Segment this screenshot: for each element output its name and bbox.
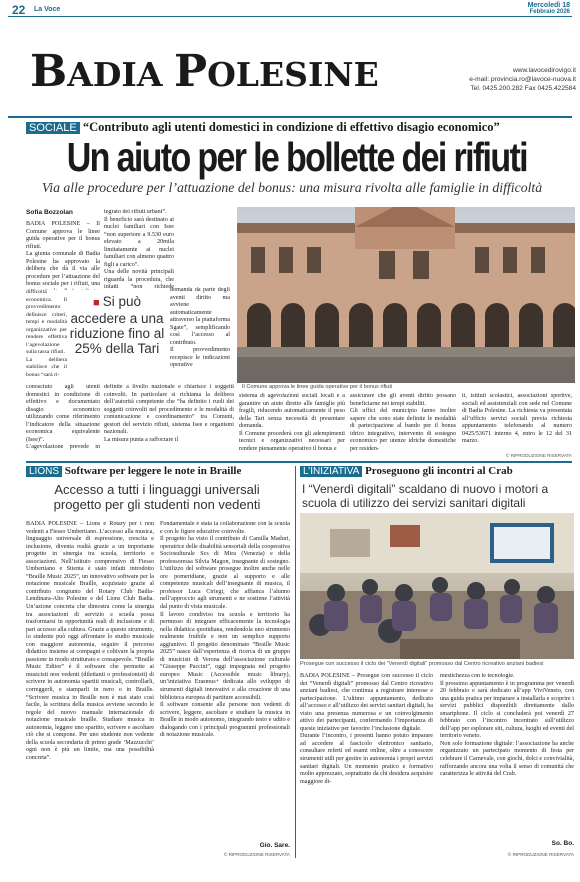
main-col1-text: BADIA POLESINE – Il Comune approva le linee guida operative per il bonus rifiuti. La giunta comunale di Badia Polesine ha approvato la delibera che dà il via alle procedure per l’attuazione del bonus sociale per i rifiuti, una	[26, 221, 100, 288]
section-name: La Voce	[34, 6, 61, 13]
crab-kicker-badge: L’INIZIATIVA	[300, 466, 362, 477]
website-text: www.lavocedirovigo.it	[512, 67, 576, 74]
main-col5: ti, istituti scolastici, associazioni sportive, sociali ed assistenziali con sede nel Comune di Badia Polesine. La richiesta va presentata all’ufficio servizi sociali previa richiesta appuntamento telefonando al numero 0425/53671 interno 4, entro le 12 del 31 marzo.	[462, 393, 572, 445]
crab-col2: mestichezza con le tecnologie. Il prossimo appuntamento è in programma per venerdì 20 febbraio e sarà dedicato all’app ViviVeneto, con una guida pratica per imparare a installarla e scoprire i servizi pubblici disponibili direttamente dallo smartphone. Il ciclo si concluderà poi venerdì 27 febbraio con l’incontro incentrato sull’utilizzo dell’app per esplorare siti, cultura, luoghi ed eventi del territorio veneto. Non solo formazione digitale: l’associazione ha anche organizzato un partecipato momento di festa per celebrare il Carnevale, con giochi, dolci e convivialità, rafforzando ancora una volta il senso di comunità che caratterizza le attività del Crab.	[440, 673, 574, 778]
main-subhead: Via alle procedure per l’attuazione del bonus: una misura rivolta alle famiglie in difficoltà	[41, 180, 543, 195]
phone-text: Tel. 0425.200.282 Fax 0425.422584	[470, 85, 576, 92]
lions-kicker-badge: LIONS	[26, 466, 62, 477]
lions-overline-text: Software per leggere le note in Braille	[64, 465, 242, 477]
lions-col1: BADIA POLESINE – Lions e Rotary per i non vedenti a Fiesso Umbertiano. L’accesso alla musica, linguaggio universale di espressione, crescita e inclusione, diventa realtà grazie a un importante progetto in sinergia tra scuola, territorio e associazioni. Nell’istituto comprensivo di Fiesso Umbertiano e Stienta è stato infatti introdotto “Braille Music 2025”, un innovativo software per la notazione musicale Braille, acquistato grazie al contributo congiunto del Rotary Club Badia-Lendinara-Alto Polesine e del Lions Club Badia. Un’azione concreta che dimostra come la sinergia tra associazioni di servizio e scuola possa trasformarsi in opportunità reali di inclusione e di pari accesso alla cultura. Grazie a questo strumento, lo studente può oggi affrontare lo studio musicale con maggiore autonomia, seguire il percorso didattico insieme ai compagni e coltivare la propria passione in modo strutturato e consapevole. “Braille Music Editor” è il software che permette ai musicisti non vedenti (dilettanti o professionisti) di scrivere in autonomia spartiti musicali, controllarli, correggerli, e stamparli in nero o in Braille. “Scrivere musica in Braille non è mai stato così facile, la scrittura della musica avviene secondo le regole del nuovo manuale internazionale di notazione musicale braille. Studiare musica in autonomia, leggere uno spartito, scrivere e ascoltare ciò che si compone. Per uno studente non vedente della scuola secondaria di primo grade ‘Mazzucchi’ ogni non è più un limite, ma una possibilità concreta”.	[26, 521, 154, 761]
crab-col1: BADIA POLESINE – Prosegue con successo il ciclo dei “Venerdì digitali” promosso dal Centro ricreativo anziani badiesi, che continua a registrare interesse e partecipazione. L’ultimo appuntamento, dedicato all’accesso e all’utilizzo dei servizi sanitari digitali, ha visto una presenza numerosa e un coinvolgimento attivo dei partecipanti, confermando l’importanza di queste iniziative per favorire l’inclusione digitale. Durante l’incontro, i presenti hanno potuto imparare ad accedere al fascicolo elettronico sanitario, consultare referti ed esami online, oltre a conoscere strumenti utili per gestire in autonomia i propri servizi sanitari digitali. Un momento pratico e formativo molto apprezzato, soprattutto da chi desidera acquisire maggiore di-	[300, 673, 433, 785]
town-hall-image	[237, 207, 575, 383]
pullquote-text: Si può accedere a una riduzione fino al 25% della Tari	[69, 294, 165, 356]
crab-signature: So. Bo.	[551, 840, 574, 847]
main-col1-top	[26, 221, 100, 290]
main-col1-tail-wrap	[26, 384, 100, 450]
pullquote	[66, 294, 168, 356]
vertical-divider	[295, 466, 296, 858]
main-col5-wrap	[462, 393, 572, 453]
masthead-divider	[8, 116, 572, 118]
main-col2-top-wrap	[104, 209, 174, 289]
main-col1-narrow: difficoltà economica. Il provvedimento definisce criteri, tempi e modalità organizzative per rendere effettiva l’agevolazione sulla tassa rifiuti. La delibera stabilisce che il bonus “sarà ri-	[26, 289, 67, 379]
author-byline: Sofia Bozzolan	[26, 209, 73, 216]
main-col2-tail: definite a livello nazionale e chiarisce i soggetti coinvolti. In particolare si richiama la delibera dell’autorità competente che “ha definito i ruoli dei soggetti coinvolti nel procedimento e le modalità di comunicazione e coordinamento” tra Comuni, gestori del servizio rifiuti, sistema Isee e organismi nazionali. La misura punta a rafforzare il	[104, 384, 234, 443]
kicker-badge: SOCIALE	[26, 122, 80, 134]
page-header	[8, 3, 572, 17]
lions-copyright: © RIPRODUZIONE RISERVATA	[223, 852, 290, 857]
email-text: e-mail: provincia.ro@lavoce-nuova.it	[469, 76, 576, 83]
main-col1-narrow-wrap	[26, 289, 67, 386]
crab-overline-text: Proseguono gli incontri al Crab	[365, 465, 513, 477]
lions-signature: Gio. Sare.	[259, 842, 290, 849]
overline-text: “Contributo agli utenti domestici in condizione di effettivo disagio economico”	[82, 120, 500, 134]
lions-col1-wrap	[26, 521, 154, 841]
masthead-contacts	[380, 66, 576, 93]
main-overline	[26, 120, 576, 135]
lower-divider	[26, 461, 572, 463]
lions-overline	[26, 465, 294, 477]
header-date-day: Mercoledì 18	[527, 2, 570, 9]
pullquote-marker-icon: ■	[93, 297, 103, 309]
crab-photo	[300, 513, 574, 659]
crab-overline	[300, 465, 574, 477]
masthead-title: BADIA POLESINE	[30, 46, 379, 97]
page-number: 22	[12, 3, 26, 17]
main-photo	[237, 207, 575, 383]
main-col3-wrap	[239, 393, 345, 459]
lions-col2: Fondamentale è stata la collaborazione con la scuola e con le figure educative coinvolte. Il progetto ha visto il contributo di Camilla Maduri, operatrice delle disabilità sensoriali della cooperativa Sociosulturale Scs di Mira (Venezia) e della professoressa Silvia Magon, insegnante di sostegno. L’utilizzo del software prosegue inoltre anche nelle ore pomeridiane, grazie al supporto e alle competenze musicali dell’insegnante di musica, il professor Luca Ciriegi, che affianca l’alunno nell’approccio agli strumenti e ne sostiene l’attività dal punto di vista musicale. Il lavoro condiviso tra scuola e territorio ha permesso di integrare efficacemente la tecnologia nella didattica quotidiana, rendendola uno strumento realmente fruibile e non un semplice supporto aggiuntivo. Il progetto denominato “Braille Music 2025” nasce dall’esperienza di ricerca di un gruppo di musicisti di Verona dell’associazione culturale “Giuseppe Paccini”, oggi impegnata nel progetto europeo Music (Accessible music library), un’iniziativa Erasmus+ dedicata allo sviluppo di strumenti digitali innovativi e alla creazione di una biblioteca europea di partiture accessibili. Il software consente alle persone non vedenti di scrivere, leggere, ascoltare e studiare la musica in Braille in modo autonomo, integrando testo e udito e dialogando con i principali programmi professionali di notazione musicale.	[160, 521, 290, 739]
main-headline: Un aiuto per le bollette dei rifiuti	[66, 134, 527, 180]
crab-headline: I “Venerdì digitali” scaldano di nuovo i motori a scuola di utilizzo dei servizi sanitari digitali	[302, 482, 549, 510]
main-photo-caption: Il Comune approva le linee guida operative per il bonus rifiuti	[242, 384, 393, 390]
main-col1-tail: conosciuto agli utenti domestici in condizione di effettivo e documentato disagio economico utilizzando come riferimento l’indicatore della situazione economica equivalente (Isee)”. L’agevolazione prevede in	[26, 384, 100, 450]
crab-col1-wrap	[300, 673, 433, 839]
lions-headline: Accesso a tutti i linguaggi universali progetto per gli studenti non vedenti	[53, 482, 261, 512]
lions-col2-wrap	[160, 521, 290, 839]
main-copyright: © RIPRODUZIONE RISERVATA	[505, 453, 572, 458]
main-col2-narrow: domanda da parte degli aventi diritto ma avviene automaticamente attraverso la piattaforma Sgate”, semplificando così l’accesso al contributo. Il provvedimento recepisce le indicazioni operative	[170, 287, 230, 369]
main-col2-top: tegrato dei rifiuti urbani”. Il beneficio sarà destinato ai nuclei familiari con Isee “non superiore a 9.530 euro elevato a 20mila limitatamente ai nuclei familiari con almeno quattro figli a carico”. Una delle novità principali riguarda la procedura, che infatti “non richiede	[104, 209, 174, 289]
main-col2-narrow-wrap	[170, 287, 230, 383]
main-col2-tail-wrap	[104, 384, 234, 450]
main-col3: sistema di agevolazioni sociali locali e a garantire un aiuto diretto alle famiglie più fragili, riducendo automaticamente il peso della Tari senza necessità di presentare domanda. Il Comune procederà con gli adempimenti tecnici e organizzativi necessari per rendere pienamente operativo il bonus e	[239, 393, 345, 452]
classroom-image	[300, 513, 574, 659]
header-date-month: Febbraio 2026	[529, 9, 570, 15]
crab-copyright: © RIPRODUZIONE RISERVATA	[507, 852, 574, 857]
crab-col2-wrap	[440, 673, 574, 833]
crab-photo-caption: Prosegue con successo il ciclo dei “Venerdì digitali” promosso dal Centro ricreativo anziani badiesi	[300, 661, 544, 667]
main-col4: assicurare che gli aventi diritto possano beneficiarne nei tempi stabiliti. Gli uffici del municipio fanno inoltre sapere che sono state definite le modalità di partecipazione al bando per il bonus idrico integrativo, intervento di sostegno economico per utenze idriche domestiche per residen-	[350, 393, 456, 452]
main-col4-wrap	[350, 393, 456, 459]
